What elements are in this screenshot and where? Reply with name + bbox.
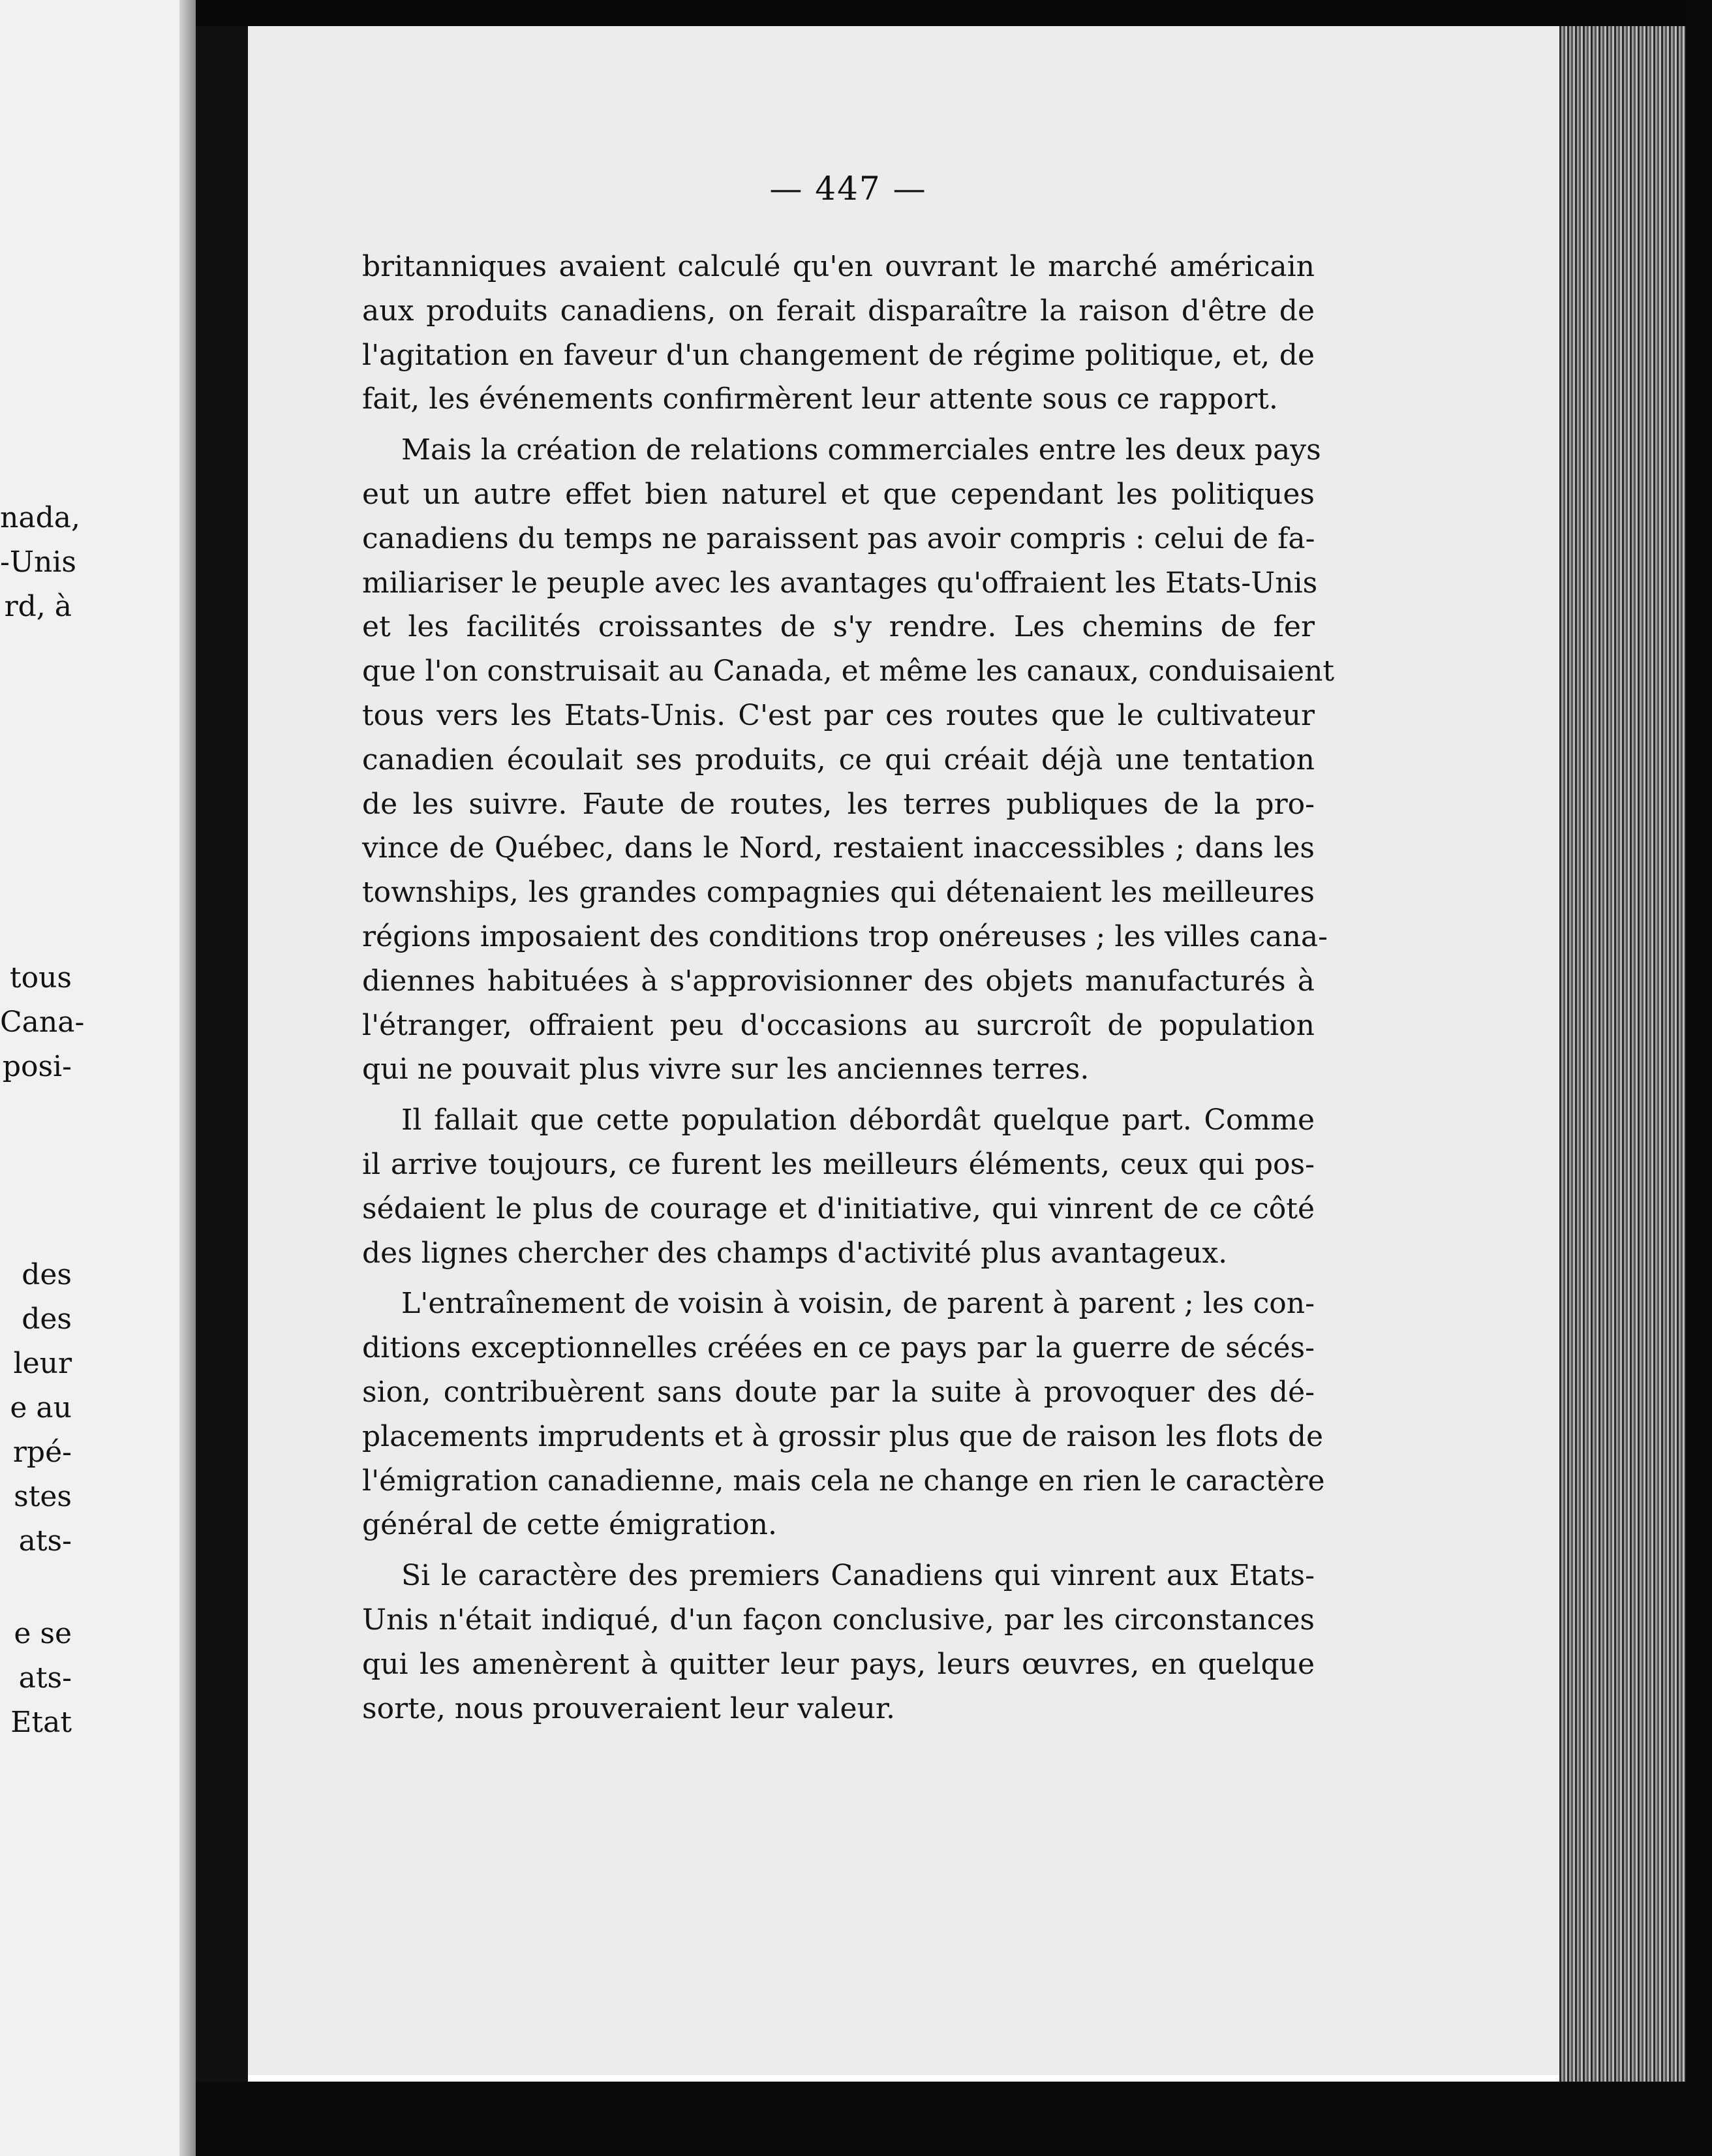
text-line: diennes habituées à s'approvisionner des objets manufacturés à [362,964,1315,998]
paragraph [362,1282,1325,1547]
text-line: miliariser le peuple avec les avantages qu'offraient les Etats-Unis [362,566,1318,600]
text-line: canadiens du temps ne paraissent pas avoir compris : celui de fa- [362,521,1315,555]
text-line: l'émigration canadienne, mais cela ne change en rien le caractère [362,1464,1325,1498]
text-line: Unis n'était indiqué, d'un façon conclusive, par les circonstances [362,1603,1315,1637]
fragment-line: -Unis [0,546,76,579]
paragraph [362,1554,1315,1731]
text-line: général de cette émigration. [362,1508,778,1542]
text-line: fait, les événements confirmèrent leur attente sous ce rapport. [362,382,1278,416]
paragraph [362,428,1335,1092]
fragment-line: rpé- [12,1436,72,1469]
previous-page-fragment-bottom [0,1612,72,1745]
fragment-line: e se [14,1617,72,1650]
text-line: ditions exceptionnelles créées en ce pays par la guerre de sécés- [362,1331,1315,1365]
text-line: sédaient le plus de courage et d'initiative, qui vinrent de ce côté [362,1192,1315,1225]
text-line: vince de Québec, dans le Nord, restaient inaccessibles ; dans les [362,831,1315,865]
text-line: canadien écoulait ses produits, ce qui créait déjà une tentation [362,743,1315,777]
page-number: — 447 — [769,170,927,208]
fragment-line: leur [13,1347,72,1380]
previous-page-fragment-middle [0,956,85,1089]
text-line: aux produits canadiens, on ferait disparaître la raison d'être de [362,294,1315,328]
page-body-text [362,245,1335,1737]
text-line: townships, les grandes compagnies qui détenaient les meilleures [362,876,1315,910]
fragment-line: tous [9,961,72,994]
book-gutter [196,0,248,2156]
fragment-line: stes [14,1480,72,1513]
text-line: des lignes chercher des champs d'activité plus avantageux. [362,1236,1228,1270]
fragment-line: ats- [18,1661,72,1695]
scan-border-right [1686,0,1712,2156]
paragraph [362,245,1315,422]
text-line: l'étranger, offraient peu d'occasions au surcroît de population [362,1008,1315,1042]
text-line: et les facilités croissantes de s'y rendre. Les chemins de fer [362,610,1315,644]
text-line: Mais la création de relations commerciales entre les deux pays [401,433,1321,467]
text-line: de les suivre. Faute de routes, les terres publiques de la pro- [362,787,1315,821]
fragment-line: Etat [10,1706,72,1739]
paragraph [362,1098,1315,1275]
scan-border-bottom [196,2082,1712,2156]
text-line: sion, contribuèrent sans doute par la suite à provoquer des dé- [362,1375,1315,1409]
scan-border-top [196,0,1712,26]
fragment-line: des [22,1258,72,1291]
text-line: régions imposaient des conditions trop onéreuses ; les villes cana- [362,919,1328,953]
previous-page-fragment-lower [0,1253,72,1563]
text-line: il arrive toujours, ce furent les meilleurs éléments, ceux qui pos- [362,1147,1315,1181]
text-line: placements imprudents et à grossir plus que de raison les flots de [362,1419,1324,1453]
fragment-line: nada, [0,501,80,534]
fragment-line: des [22,1302,72,1336]
fragment-line: Cana- [0,1006,85,1039]
text-line: eut un autre effet bien naturel et que cependant les politiques [362,477,1315,511]
text-line: que l'on construisait au Canada, et même les canaux, conduisaient [362,654,1335,688]
text-line: Il fallait que cette population débordât quelque part. Comme [401,1103,1315,1137]
text-line: Si le caractère des premiers Canadiens qui vinrent aux Etats- [401,1559,1315,1593]
previous-page-fragment-top [0,496,80,629]
fragment-line: rd, à [4,590,72,623]
text-line: qui les amenèrent à quitter leur pays, leurs œuvres, en quelque [362,1647,1315,1681]
text-line: l'agitation en faveur d'un changement de régime politique, et, de [362,338,1315,372]
text-line: sorte, nous prouveraient leur valeur. [362,1691,896,1725]
fragment-line: posi- [2,1050,72,1083]
text-line: L'entraînement de voisin à voisin, de parent à parent ; les con- [401,1287,1315,1321]
page-edges [1559,26,1690,2156]
text-line: tous vers les Etats-Unis. C'est par ces routes que le cultivateur [362,698,1315,732]
text-line: britanniques avaient calculé qu'en ouvrant le marché américain [362,250,1315,283]
fragment-line: e au [10,1391,72,1424]
text-line: qui ne pouvait plus vivre sur les anciennes terres. [362,1053,1090,1086]
fragment-line: ats- [18,1524,72,1558]
